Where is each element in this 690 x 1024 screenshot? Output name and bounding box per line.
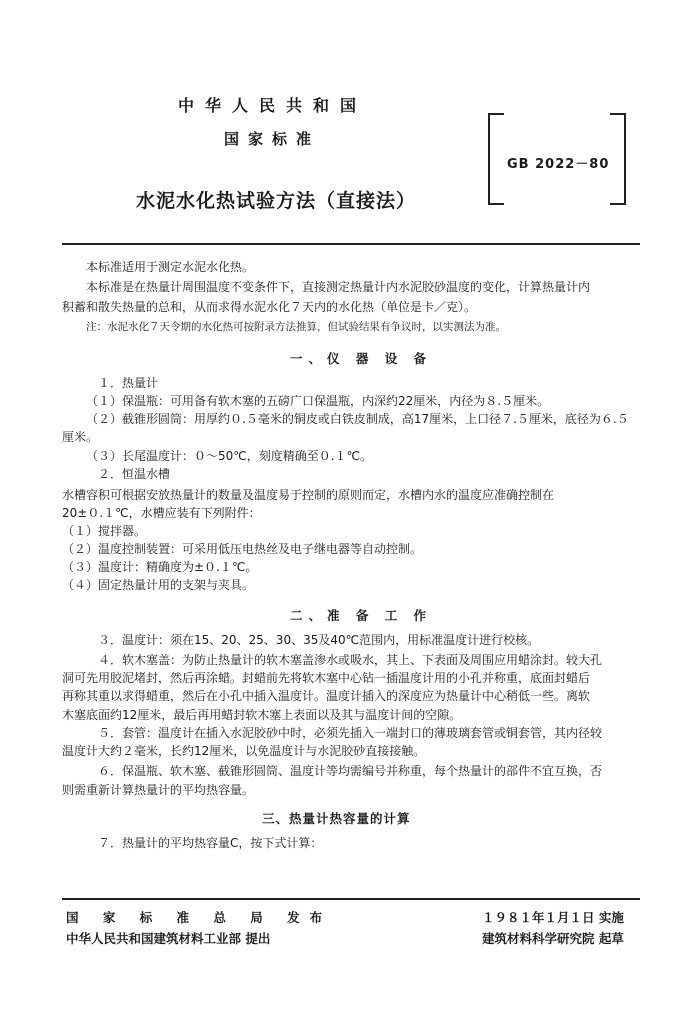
footer-issuer: 国 家 标 准 总 局 发布 <box>66 910 333 925</box>
item-1-2a: （２）截锥形圆筒：用厚约０.５毫米的铜皮或白铁皮制成，高17厘米，上口径７.５厘米，底径为６.５ <box>86 412 629 426</box>
country-name: 中华人民共和国 <box>178 96 368 115</box>
standard-number: GB 2022－80 <box>507 157 610 172</box>
section-1-heading: 一、仪 器 设 备 <box>290 351 433 366</box>
item-1-title: １．热量计 <box>98 376 159 390</box>
intro-paragraph-2b: 积蓄和散失热量的总和，从而求得水泥水化７天内的水化热（单位是卡／克）。 <box>62 300 477 314</box>
item-3: ３．温度计：须在15、20、25、30、35及40℃范围内，用标准温度计进行校核。 <box>98 633 540 647</box>
item-2-2: （２）温度控制装置：可采用低压电热丝及电子继电器等自动控制。 <box>62 542 423 556</box>
item-4d: 木塞底面约12厘米，最后再用蜡封软木塞上表面以及其与温度计间的空隙。 <box>62 708 462 722</box>
item-4a: ４．软木塞盖：为防止热量计的软木塞盖渗水或吸水，其上、下表面及周围应用蜡涂封。较大孔 <box>98 653 603 667</box>
footer-date: １９８１年１月１日 实施 <box>482 910 624 925</box>
item-6a: ６．保温瓶、软木塞、截锥形圆筒、温度计等均需编号并称重，每个热量计的部件不宜互换，否 <box>98 764 603 778</box>
intro-paragraph-2a: 本标准是在热量计周围温度不变条件下，直接测定热量计内水泥胶砂温度的变化，计算热量计内 <box>86 280 591 294</box>
item-4c: 再称其重以求得蜡重，然后在小孔中插入温度计。温度计插入的深度应为热量计中心稍低一些。离软 <box>62 689 591 703</box>
footer-proposer: 中华人民共和国建筑材料工业部 提出 <box>66 931 271 946</box>
intro-paragraph-1: 本标准适用于测定水泥水化热。 <box>86 260 255 274</box>
item-5b: 温度计大约２毫米，长约12厘米，以免温度计与水泥胶砂直接接触。 <box>62 744 426 758</box>
intro-note: 注：水泥水化７天令期的水化热可按附录方法推算，但试验结果有争议时，以实测法为准。 <box>86 321 506 333</box>
footer-divider <box>62 898 640 900</box>
item-2-1: （１）搅拌器。 <box>62 524 147 538</box>
item-4b: 洞可先用胶泥堵封，然后再涂蜡。封蜡前先将软木塞中心钻一插温度计用的小孔并称重，底面封蜡后 <box>62 671 591 685</box>
footer-drafter: 建筑材料科学研究院 起草 <box>482 931 624 946</box>
item-2-desc-b: 20±０.１℃，水槽应装有下列附件： <box>62 506 261 520</box>
section-2-heading: 二、准 备 工 作 <box>290 608 433 623</box>
item-2-3: （３）温度计：精确度为±０.１℃。 <box>62 560 258 574</box>
item-2-4: （４）固定热量计用的支架与夹具。 <box>62 578 255 592</box>
section-3-heading: 三、热量计热容量的计算 <box>262 811 411 826</box>
page-title: 水泥水化热试验方法（直接法） <box>136 190 417 212</box>
item-2-title: ２．恒温水槽 <box>98 467 171 481</box>
item-1-3: （３）长尾温度计：０～50℃，刻度精确至０.１℃。 <box>86 449 373 463</box>
standard-type: 国家标准 <box>224 130 321 148</box>
item-1-1: （１）保温瓶：可用备有软木塞的五磅广口保温瓶，内深约22厘米，内径为８.５厘米。 <box>86 394 550 408</box>
header-divider <box>62 243 640 245</box>
item-7: ７．热量计的平均热容量C，按下式计算： <box>98 836 323 850</box>
item-2-desc-a: 水槽容积可根据安放热量计的数量及温度易于控制的原则而定，水槽内水的温度应准确控制在 <box>62 488 555 502</box>
item-1-2b: 厘米。 <box>62 430 99 444</box>
item-5a: ５．套管：温度计在插入水泥胶砂中时，必须先插入一端封口的薄玻璃套管或铜套管，其内径较 <box>98 726 603 740</box>
item-6b: 则需重新计算热量计的平均热容量。 <box>62 783 255 797</box>
